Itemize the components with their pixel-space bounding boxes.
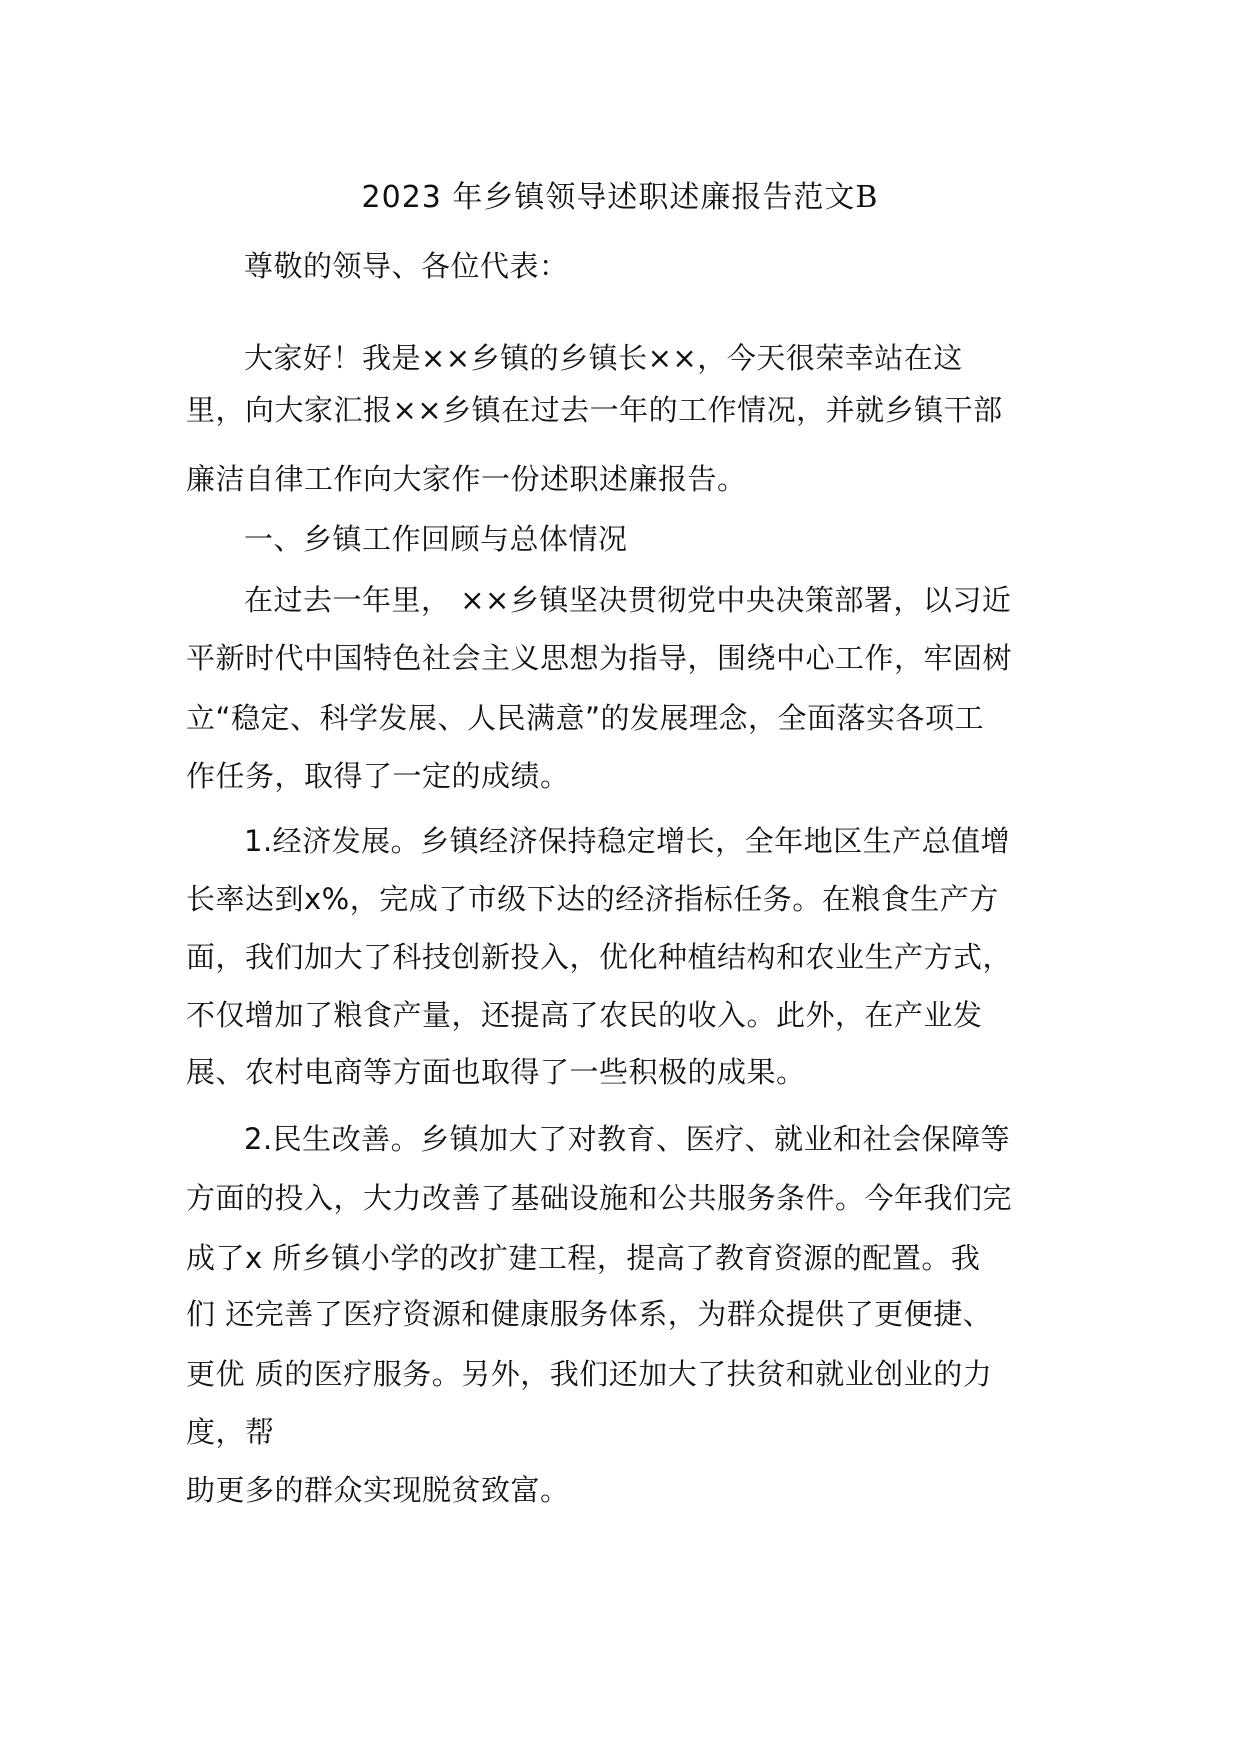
paragraph-line: 2.民生改善。乡镇加大了对教育、医疗、就业和社会保障等 xyxy=(244,1122,1011,1156)
paragraph-line: 助更多的群众实现脱贫致富。 xyxy=(186,1473,570,1507)
document-title xyxy=(0,178,1240,218)
paragraph-line: 更优 质的医疗服务。另外，我们还加大了扶贫和就业创业的力 xyxy=(186,1357,993,1391)
paragraph-line: 里，向大家汇报××乡镇在过去一年的工作情况，并就乡镇干部 xyxy=(186,393,1003,427)
salutation: 尊敬的领导、各位代表： xyxy=(244,249,569,283)
paragraph-line: 1.经济发展。乡镇经济保持稳定增长，全年地区生产总值增 xyxy=(244,824,1011,858)
title-text: 2023 年乡镇领导述职述廉报告范文 xyxy=(361,180,856,215)
paragraph-line: 在过去一年里， ××乡镇坚决贯彻党中央决策部署，以习近 xyxy=(244,583,1012,617)
paragraph-line: 面，我们加大了科技创新投入，优化种植结构和农业生产方式， xyxy=(186,940,1013,974)
paragraph-line: 廉洁自律工作向大家作一份述职述廉报告。 xyxy=(186,462,747,496)
paragraph-line: 不仅增加了粮食产量，还提高了农民的收入。此外，在产业发 xyxy=(186,998,983,1032)
paragraph-line: 作任务，取得了一定的成绩。 xyxy=(186,759,570,793)
paragraph-line: 立“稳定、科学发展、人民满意”的发展理念，全面落实各项工 xyxy=(186,701,985,735)
title-suffix: B xyxy=(855,180,879,215)
paragraph-line: 度，帮 xyxy=(186,1415,275,1449)
section-heading: 一、乡镇工作回顾与总体情况 xyxy=(244,522,628,556)
paragraph-line: 成了x 所乡镇小学的改扩建工程，提高了教育资源的配置。我 xyxy=(186,1241,981,1275)
paragraph-line: 平新时代中国特色社会主义思想为指导，围绕中心工作，牢固树 xyxy=(186,641,1013,675)
paragraph-line: 长率达到x%，完成了市级下达的经济指标任务。在粮食生产方 xyxy=(186,882,999,916)
paragraph-line: 展、农村电商等方面也取得了一些积极的成果。 xyxy=(186,1055,806,1089)
paragraph-line: 方面的投入，大力改善了基础设施和公共服务条件。今年我们完 xyxy=(186,1181,1013,1215)
paragraph-line: 大家好！我是××乡镇的乡镇长××，今天很荣幸站在这 xyxy=(244,341,963,375)
paragraph-line: 们 还完善了医疗资源和健康服务体系，为群众提供了更便捷、 xyxy=(186,1297,993,1331)
